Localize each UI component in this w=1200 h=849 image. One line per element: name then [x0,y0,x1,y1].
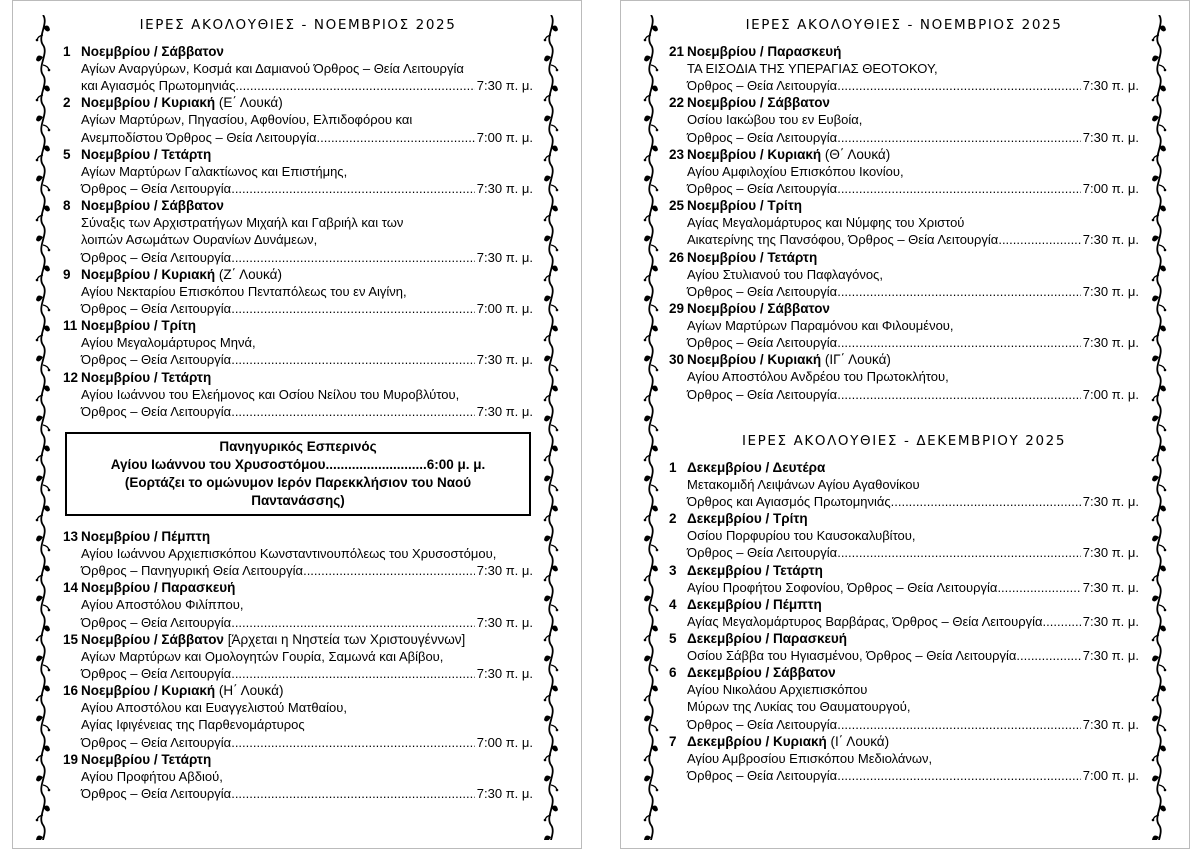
day-note: (Ι΄ Λουκά) [826,733,890,749]
schedule-entry [669,197,1139,248]
dot-leader [231,180,475,197]
entry-date [669,146,1139,163]
saint-line: Αγίων Μαρτύρων Παραμόνου και Φιλουμένου, [687,318,954,334]
day-label: Νοεμβρίου / Πέμπτη [81,529,211,545]
service-line [63,351,533,368]
schedule-entry [669,510,1139,561]
service-time: 7:30 π. μ. [476,614,533,630]
dot-leader [837,180,1081,197]
service-line [669,283,1139,300]
saint-line: Αγίου Νικολάου Αρχιεπισκόπου [687,682,868,698]
service-text: Όρθρος – Θεία Λειτουργία [81,301,232,317]
saint-line: λοιπών Ασωμάτων Ουρανίων Δυνάμεων, [81,232,318,248]
service-line [669,386,1139,403]
service-time: 7:30 π. μ. [476,786,533,802]
service-time: 7:00 π. μ. [1082,768,1139,784]
service-text: Ανεμποδίστου Όρθρος – Θεία Λειτουργία [81,129,317,145]
dot-leader [231,249,475,266]
day-label: Νοεμβρίου / Τρίτη [81,318,196,334]
service-time: 7:00 π. μ. [476,301,533,317]
day-label: Νοεμβρίου / Κυριακή [81,95,216,111]
service-text: Όρθρος – Θεία Λειτουργία [687,283,838,299]
dot-leader [1016,647,1080,664]
entry-date [63,528,533,545]
saint-line: ΤΑ ΕΙΣΟΔΙΑ ΤΗΣ ΥΠΕΡΑΓΙΑΣ ΘΕΟΤΟΚΟΥ, [687,61,938,76]
dot-leader [231,785,475,802]
day-number: 23 [669,146,685,162]
schedule-entry [63,631,533,682]
entry-date [63,266,533,283]
schedule-entry [669,300,1139,351]
day-label: Νοεμβρίου / Σάββατον [81,631,224,647]
saint-line: Αγίων Μαρτύρων και Ομολογητών Γουρία, Σαμωνά και Αβίβου, [81,648,444,664]
schedule-entry [63,682,533,751]
service-text: Όρθρος – Θεία Λειτουργία [687,181,838,197]
day-note: (Η΄ Λουκά) [215,683,284,699]
service-line [63,249,533,266]
dot-leader [231,300,475,317]
day-number: 13 [63,529,79,545]
day-label: Νοεμβρίου / Σάββατον [687,95,830,111]
service-time: 7:30 π. μ. [476,249,533,265]
day-note: (Θ΄ Λουκά) [821,146,891,162]
day-number: 7 [669,733,677,749]
day-number: 14 [63,580,79,596]
schedule-entry [669,733,1139,784]
service-time: 7:30 π. μ. [476,563,533,579]
dot-leader [235,77,474,94]
saint-line: Αγίου Νεκταρίου Επισκόπου Πενταπόλεως του εν Αιγίνη, [81,283,407,299]
day-number: 6 [669,665,677,681]
day-number: 22 [669,95,685,111]
day-label: Δεκεμβρίου / Πέμπτη [687,596,822,612]
entry-date [63,94,533,111]
service-text: Αγίου Προφήτου Σοφονίου, Όρθρος – Θεία Λειτουργία [687,579,998,595]
schedule-entry [669,596,1139,630]
day-label: Δεκεμβρίου / Τρίτη [687,511,808,527]
schedule-entry [63,579,533,630]
vine-border-right [543,15,559,840]
service-line [63,300,533,317]
entry-date [63,197,533,214]
service-text: Όρθρος – Θεία Λειτουργία [687,335,838,351]
dot-leader [837,544,1081,561]
service-line [669,180,1139,197]
day-note: (ΙΓ΄ Λουκά) [821,352,891,368]
day-label: Νοεμβρίου / Τετάρτη [81,751,212,767]
entry-date [669,43,1139,60]
service-time: 7:30 π. μ. [476,78,533,94]
dot-leader [891,493,1081,510]
entry-date [63,682,533,699]
entry-date [669,664,1139,681]
saint-line: Αγίου Αμβροσίου Επισκόπου Μεδιολάνων, [687,750,933,766]
dot-leader [231,351,475,368]
day-number: 21 [669,44,685,59]
day-number: 30 [669,352,685,368]
day-number: 16 [63,683,79,699]
service-text: Όρθρος – Θεία Λειτουργία [81,734,232,750]
right-content [669,17,1139,784]
day-label: Νοεμβρίου / Κυριακή [81,266,216,282]
dot-leader [837,716,1081,733]
service-text: Οσίου Σάββα του Ηγιασμένου, Όρθρος – Θεία Λειτουργία [687,648,1017,664]
day-label: Δεκεμβρίου / Τετάρτη [687,562,823,578]
saint-line: Μετακομιδή Λειψάνων Αγίου Αγαθονίκου [687,476,920,492]
service-time: 7:30 π. μ. [1082,716,1139,732]
saint-line: Αγίου Ιωάννου του Ελεήμονος και Οσίου Νείλου του Μυροβλύτου, [81,386,460,402]
service-text: Όρθρος – Θεία Λειτουργία [81,249,232,265]
schedule-entry [63,266,533,317]
dot-leader [231,614,475,631]
service-text: Όρθρος – Θεία Λειτουργία [81,786,232,802]
schedule-entry [669,146,1139,197]
entry-date [63,43,533,60]
saint-line: Αγίου Προφήτου Αβδιού, [81,768,223,784]
service-time: 7:00 π. μ. [476,734,533,750]
entry-date [669,351,1139,368]
schedule-list [669,459,1139,784]
saint-line: Αγίου Αποστόλου Ανδρέου του Πρωτοκλήτου, [687,369,949,385]
schedule-entry [63,146,533,197]
service-time: 7:30 π. μ. [1082,579,1139,595]
entry-date [669,197,1139,214]
service-text: Όρθρος – Θεία Λειτουργία [687,386,838,402]
service-line [669,647,1139,664]
saint-line: Αγίου Αποστόλου και Ευαγγελιστού Ματθαίου, [81,700,347,716]
schedule-entry [669,94,1139,145]
vine-border-left [643,15,659,840]
service-text: Όρθρος – Θεία Λειτουργία [687,78,838,94]
dot-leader [231,403,475,420]
service-time: 7:30 π. μ. [1082,613,1139,629]
entry-date [669,249,1139,266]
schedule-entry [63,528,533,579]
saint-line: Αγίου Στυλιανού του Παφλαγόνος, [687,266,883,282]
day-note: [Άρχεται η Νηστεία των Χριστουγέννων] [223,631,466,647]
day-label: Νοεμβρίου / Σάββατον [687,301,830,317]
service-text: Όρθρος – Θεία Λειτουργία [687,129,838,145]
day-label: Νοεμβρίου / Τετάρτη [81,369,212,385]
service-text: Όρθρος – Θεία Λειτουργία [81,181,232,197]
service-time: 7:00 π. μ. [1082,386,1139,402]
saint-line: Αγίων Αναργύρων, Κοσμά και Δαμιανού Όρθρος – Θεία Λειτουργία [81,61,464,76]
page-title: ΙΕΡΕΣ ΑΚΟΛΟΥΘΙΕΣ - ΝΟΕΜΒΡΙΟΣ 2025 [139,17,457,33]
dot-leader [837,129,1081,146]
dot-leader [231,665,475,682]
vine-border-left [35,15,51,840]
section-title: ΙΕΡΕΣ ΑΚΟΛΟΥΘΙΕΣ - ΔΕΚΕΜΒΡΙΟΥ 2025 [741,432,1067,449]
schedule-entry [63,197,533,266]
schedule-entry [669,351,1139,402]
day-label: Νοεμβρίου / Κυριακή [687,146,822,162]
service-text: Όρθρος – Θεία Λειτουργία [687,545,838,561]
day-label: Νοεμβρίου / Σάββατον [81,44,224,59]
schedule-entry [669,43,1139,94]
dot-leader [998,231,1080,248]
service-time: 7:30 π. μ. [1082,335,1139,351]
entry-date [669,630,1139,647]
day-label: Νοεμβρίου / Παρασκευή [687,44,842,59]
day-number: 5 [669,631,677,647]
day-number: 1 [669,459,677,475]
service-line [63,665,533,682]
day-number: 4 [669,596,677,612]
service-time: 7:30 π. μ. [476,352,533,368]
saint-line: Μύρων της Λυκίας του Θαυματουργού, [687,699,911,715]
saint-line: Αγίας Ιφιγένειας της Παρθενομάρτυρος [81,717,305,733]
entry-date [63,369,533,386]
service-time: 7:30 π. μ. [476,403,533,419]
service-line [63,785,533,802]
saint-line: Οσίου Πορφυρίου του Καυσοκαλυβίτου, [687,528,916,544]
day-label: Δεκεμβρίου / Δευτέρα [687,459,826,475]
vespers-title: Πανηγυρικός Εσπερινός [219,439,377,455]
entry-date [63,631,533,648]
service-time: 7:00 π. μ. [1082,181,1139,197]
service-line [63,403,533,420]
service-line [63,614,533,631]
day-number: 9 [63,266,71,282]
service-text: Όρθρος – Θεία Λειτουργία [81,352,232,368]
day-label: Νοεμβρίου / Τρίτη [687,198,802,214]
vespers-box [65,432,531,516]
entry-date [63,751,533,768]
service-time: 7:30 π. μ. [1082,232,1139,248]
service-text: Όρθρος – Θεία Λειτουργία [687,716,838,732]
schedule-entry [669,562,1139,596]
service-line [669,613,1139,630]
entry-date [669,94,1139,111]
service-text: Όρθρος – Πανηγυρική Θεία Λειτουργία [81,563,304,579]
service-line [63,180,533,197]
schedule-entry [669,459,1139,510]
schedule-entry [669,664,1139,733]
schedule-list [669,43,1139,403]
saint-line: Οσίου Ιακώβου του εν Ευβοία, [687,112,863,128]
service-line [669,544,1139,561]
service-line [669,767,1139,784]
day-number: 2 [63,95,71,111]
entry-date [669,596,1139,613]
service-line [63,734,533,751]
day-number: 19 [63,751,79,767]
dot-leader [997,579,1080,596]
left-page [12,0,582,849]
dot-leader [303,562,475,579]
service-text: Αγίας Μεγαλομάρτυρος Βαρβάρας, Όρθρος – Θεία Λειτουργία [687,613,1043,629]
day-number: 2 [669,511,677,527]
day-number: 1 [63,44,71,59]
service-line [63,562,533,579]
entry-date [669,459,1139,476]
vespers-note-2: Παντανάσσης) [251,493,345,509]
dot-leader [837,386,1081,403]
dot-leader [231,734,475,751]
page-title: ΙΕΡΕΣ ΑΚΟΛΟΥΘΙΕΣ - ΝΟΕΜΒΡΙΟΣ 2025 [745,17,1063,33]
service-text: Όρθρος – Θεία Λειτουργία [81,403,232,419]
service-line [669,129,1139,146]
schedule-entry [63,751,533,802]
day-label: Δεκεμβρίου / Κυριακή [687,733,827,749]
service-time: 7:30 π. μ. [476,181,533,197]
schedule-entry [63,43,533,94]
service-line [669,77,1139,94]
service-line [669,334,1139,351]
day-label: Δεκεμβρίου / Σάββατον [687,665,836,681]
day-note: (Ε΄ Λουκά) [215,95,283,111]
saint-line: Αγίων Μαρτύρων, Πηγασίου, Αφθονίου, Ελπιδοφόρου και [81,112,413,128]
schedule-list [63,43,533,420]
saint-line: Αγίου Αμφιλοχίου Επισκόπου Ικονίου, [687,163,904,179]
schedule-entry [63,94,533,145]
service-time: 7:30 π. μ. [1082,129,1139,145]
day-number: 5 [63,146,71,162]
day-label: Νοεμβρίου / Σάββατον [81,198,224,214]
left-content [63,17,533,802]
dot-leader [837,283,1081,300]
right-page [620,0,1190,849]
service-text: Όρθρος και Αγιασμός Πρωτομηνιάς [687,494,891,510]
vespers-note: (Εορτάζει το ομώνυμον Ιερόν Παρεκκλήσιον του Ναού [124,475,472,491]
day-number: 3 [669,562,677,578]
service-text: και Αγιασμός Πρωτομηνιάς [81,78,236,94]
day-number: 26 [669,249,685,265]
saint-line: Αγίων Μαρτύρων Γαλακτίωνος και Επιστήμης, [81,163,348,179]
schedule-list [63,528,533,802]
day-note: (Ζ΄ Λουκά) [215,266,282,282]
dot-leader [837,767,1081,784]
vespers-detail: Αγίου Ιωάννου του Χρυσοστόμου...........................6:00 μ. μ. [110,457,486,473]
service-line [669,231,1139,248]
day-label: Νοεμβρίου / Παρασκευή [81,580,236,596]
service-time: 7:30 π. μ. [1082,648,1139,664]
service-line [669,579,1139,596]
dot-leader [317,129,475,146]
entry-date [669,510,1139,527]
entry-date [63,579,533,596]
saint-line: Αγίου Ιωάννου Αρχιεπισκόπου Κωνσταντινουπόλεως του Χρυσοστόμου, [81,546,497,562]
service-time: 7:30 π. μ. [476,666,533,682]
entry-date [63,317,533,334]
dot-leader [837,77,1081,94]
saint-line: Αγίου Μεγαλομάρτυρος Μηνά, [81,335,256,351]
service-time: 7:30 π. μ. [1082,494,1139,510]
day-label: Νοεμβρίου / Τετάρτη [687,249,818,265]
day-label: Νοεμβρίου / Κυριακή [81,683,216,699]
service-text: Αικατερίνης της Πανσόφου, Όρθρος – Θεία Λειτουργία [687,232,999,248]
day-number: 12 [63,369,79,385]
service-time: 7:30 π. μ. [1082,545,1139,561]
service-time: 7:30 π. μ. [1082,283,1139,299]
schedule-entry [63,317,533,368]
day-label: Δεκεμβρίου / Παρασκευή [687,631,847,647]
saint-line: Σύναξις των Αρχιστρατήγων Μιχαήλ και Γαβριήλ και των [81,215,404,231]
saint-line: Αγίου Αποστόλου Φιλίππου, [81,597,244,613]
day-number: 25 [669,198,685,214]
entry-date [669,562,1139,579]
day-number: 11 [63,318,78,334]
day-label: Νοεμβρίου / Κυριακή [687,352,822,368]
day-label: Νοεμβρίου / Τετάρτη [81,146,212,162]
service-time: 7:30 π. μ. [1082,78,1139,94]
schedule-entry [63,369,533,420]
day-number: 15 [63,631,79,647]
entry-date [63,146,533,163]
vine-border-right [1151,15,1167,840]
entry-date [669,733,1139,750]
service-line [63,77,533,94]
saint-line: Αγίας Μεγαλομάρτυρος και Νύμφης του Χριστού [687,215,965,231]
day-number: 29 [669,301,685,317]
service-text: Όρθρος – Θεία Λειτουργία [81,614,232,630]
service-text: Όρθρος – Θεία Λειτουργία [81,666,232,682]
dot-leader [837,334,1081,351]
service-text: Όρθρος – Θεία Λειτουργία [687,768,838,784]
service-line [63,129,533,146]
service-line [669,493,1139,510]
schedule-entry [669,630,1139,664]
service-line [669,716,1139,733]
entry-date [669,300,1139,317]
service-time: 7:00 π. μ. [476,129,533,145]
day-number: 8 [63,198,71,214]
schedule-entry [669,249,1139,300]
dot-leader [1043,613,1081,630]
